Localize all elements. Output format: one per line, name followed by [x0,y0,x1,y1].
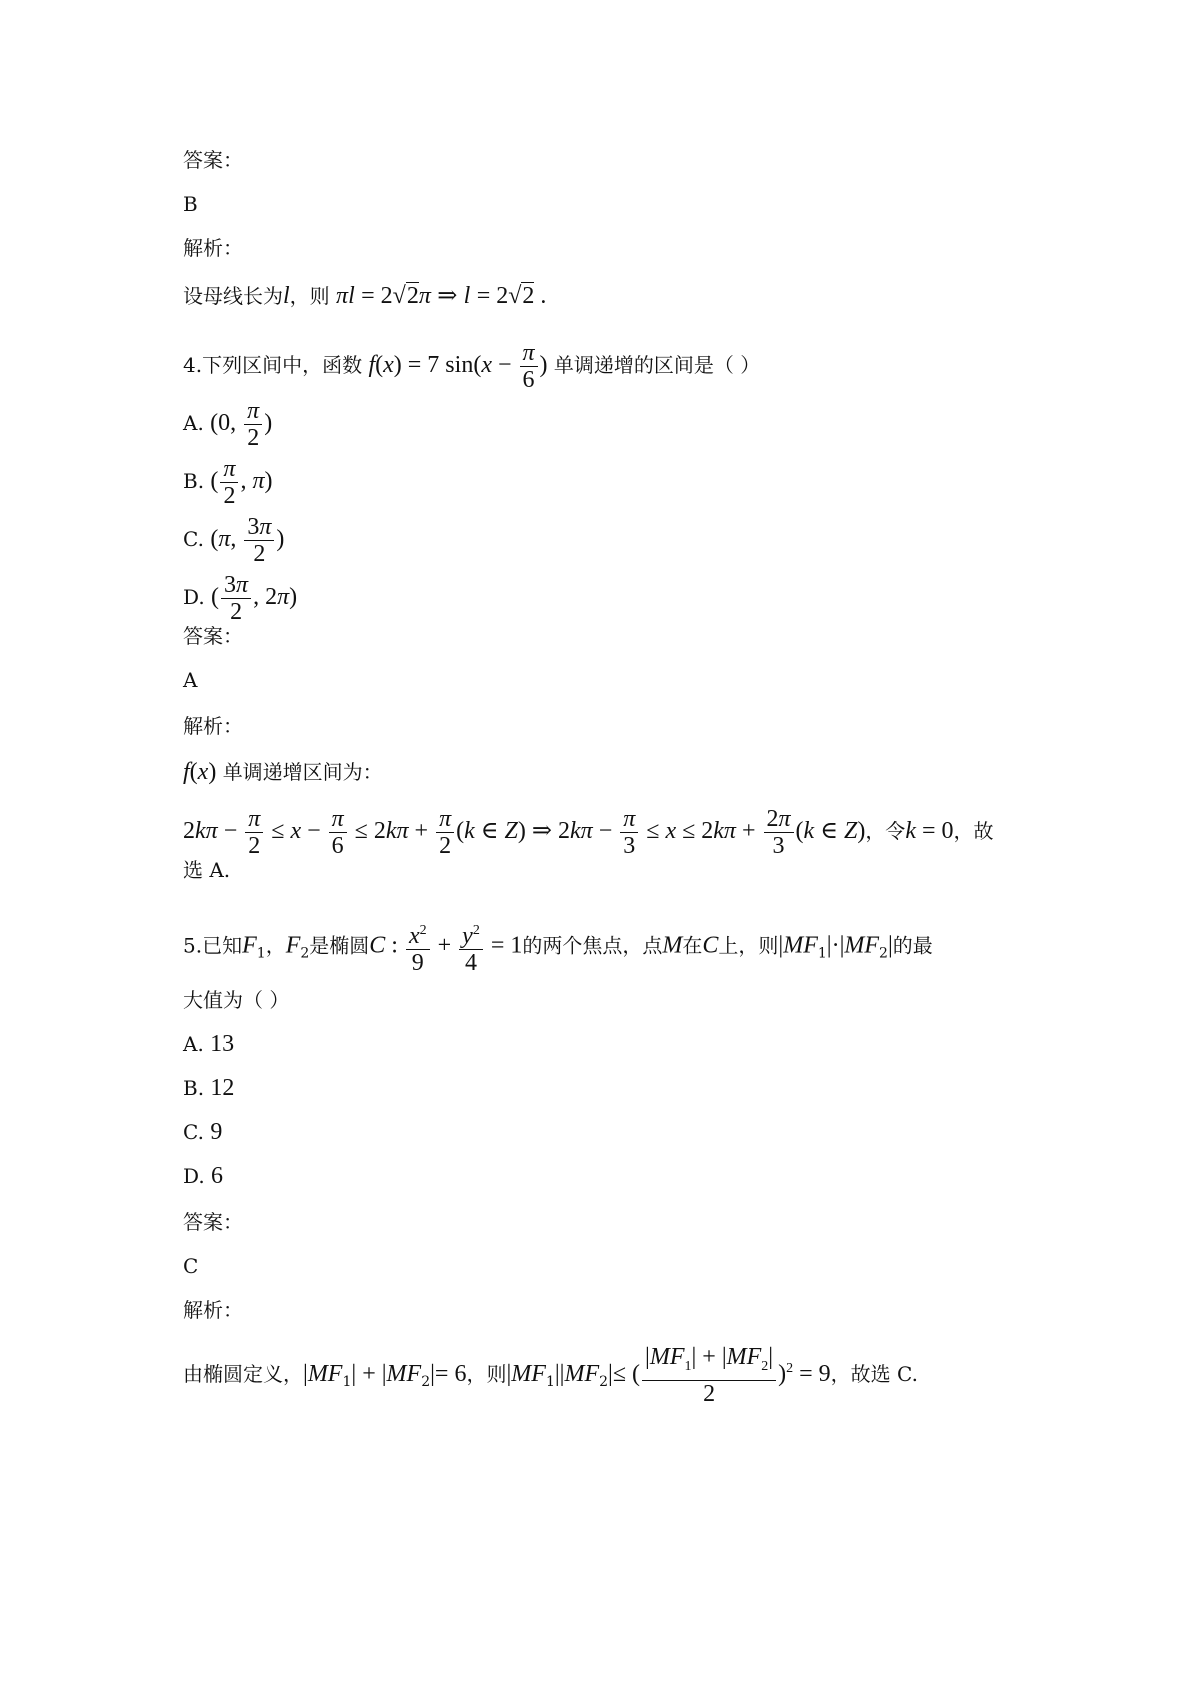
analysis-label: 解析： [183,714,243,738]
q5-stem: 5.已知$F_1$，$F_2$是椭圆C : $\frac{x^2}{9}$ + $\frac{y^2}{4}$ = 1的两个焦点，点M在C上，则$|MF_1|\cdot|MF_2|$的最 [183,918,1050,976]
q5-stem-mid3: 在 [682,933,703,958]
answer-value: A [183,668,198,692]
option-letter: B. [183,469,205,493]
q5-stem-mid2: 的两个焦点，点 [522,933,663,958]
option-letter: A. [183,1032,204,1056]
answer-value: C [183,1254,199,1278]
q5-stem-mid1: 是椭圆 [309,933,370,958]
answer-label: 答案： [183,624,243,648]
option-letter: D. [183,1164,205,1188]
q5-option-b [183,1074,1050,1102]
q4-option-b: B. ( $\frac{\pi}{2}$ , π) [183,456,273,509]
q4-analysis-line3: 选 A. [183,858,231,882]
q4-stem-formula: f(x) = 7 sin(x − $\frac{\pi}{6}$ ) [368,340,548,393]
q3-analysis: 设母线长为l，则 πl = 2√2π ⇒ l = 2√2 . [183,283,547,309]
q5-option-a [183,1030,1050,1058]
option-text: 12 [210,1075,235,1101]
q4-option-d: D. ( $\frac{3\pi}{2}$ , 2π) [183,572,298,625]
q5-analysis: 由椭圆定义，$|MF_1| + |MF_2|= 6$，则$|MF_1||MF_2|\le$ ( $\frac{|MF_1| + |MF_2|}{2}$ )$^2$ = 9，故选 C. [183,1344,918,1407]
q5-option-d [183,1162,1050,1190]
q4-stem [183,340,1050,393]
q4-option-a: A. (0, $\frac{\pi}{2}$ ) [183,398,273,451]
answer-value: B [183,192,198,216]
analysis-label: 解析： [183,236,243,260]
answer-label: 答案： [183,148,243,172]
option-letter: B. [183,1076,205,1100]
option-letter: C. [183,1120,204,1144]
q4-analysis-line1-suffix: 单调递增区间为： [222,760,383,784]
q4-analysis-line2: 2kπ − $\frac{\pi}{2}$ ≤ x − $\frac{\pi}{6}$ ≤ 2kπ + $\frac{\pi}{2}$ (k ∈ Z) ⇒ 2kπ − $\frac{\pi}{3}$ ≤ x ≤ 2kπ + $\frac{2\pi}{3}$ (k ∈ Z)，令k = 0，故 [183,806,994,859]
answer-label: 答案： [183,1210,243,1234]
q5-analysis-prefix: 由椭圆定义， [183,1361,303,1386]
option-letter: D. [183,585,205,609]
q5-stem-prefix: 5.已知 [183,933,243,958]
option-text: 6 [211,1163,224,1189]
q4-stem-suffix: 单调递增的区间是（ ） [553,353,761,377]
option-letter: A. [183,411,204,435]
q4-analysis-line2-end: ，故 [953,819,994,843]
q5-stem-sep: ， [265,933,286,958]
q5-analysis-mid: ，则 [466,1361,507,1386]
option-text: 9 [210,1119,223,1145]
option-letter: C. [183,527,204,551]
q5-option-c [183,1118,1050,1146]
q3-analysis-prefix: 设母线长为 [183,284,283,308]
q5-stem-line2: 大值为（ ） [183,988,290,1012]
q4-analysis-line1: f(x) 单调递增区间为： [183,759,383,785]
q5-stem-end: 的最 [892,933,933,958]
q4-analysis-line2-mid: ，令 [865,819,906,843]
q5-stem-mid4: 上，则 [718,933,779,958]
option-text: 13 [210,1031,235,1057]
q5-analysis-end: ，故选 C. [830,1361,918,1386]
q4-stem-prefix: 4.下列区间中，函数 [183,353,363,377]
analysis-label: 解析： [183,1298,243,1322]
q4-option-c: C. (π, $\frac{3\pi}{2}$ ) [183,514,285,567]
q3-analysis-formula: π [336,283,349,309]
q3-analysis-mid: ，则 [289,284,330,308]
